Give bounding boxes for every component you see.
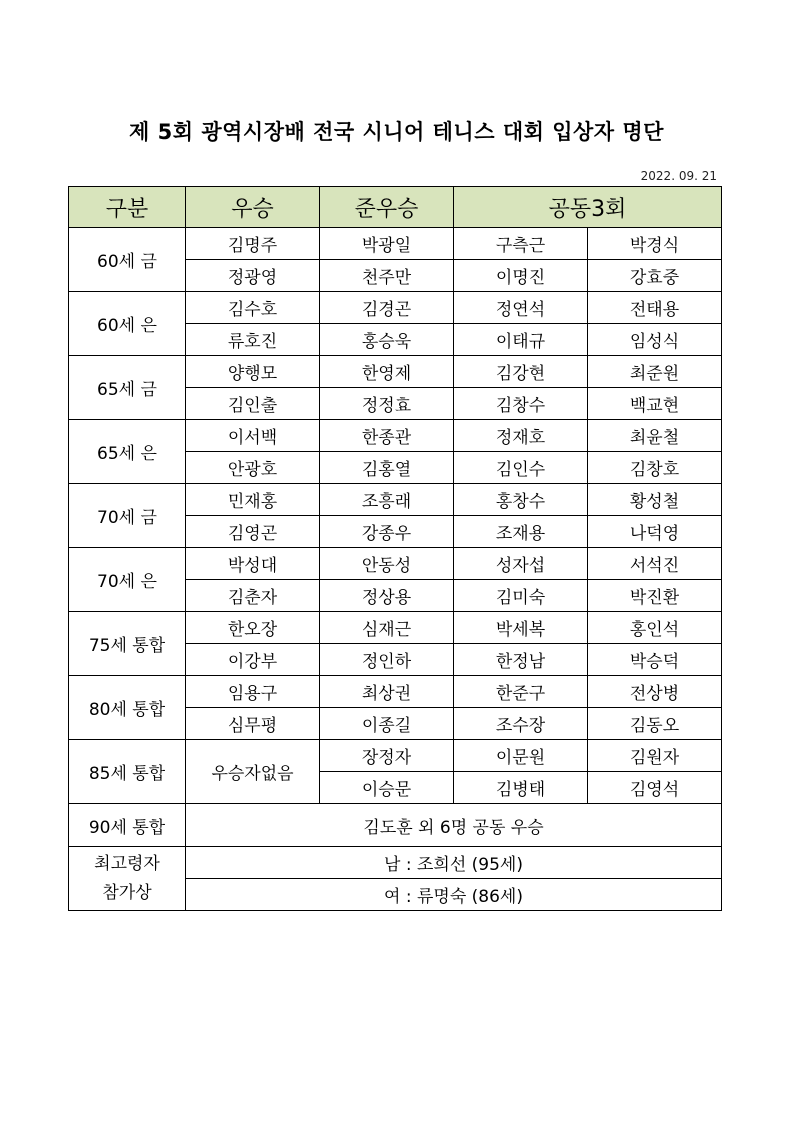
third-place-cell: 서석진 — [588, 548, 722, 580]
page-title: 제 5회 광역시장배 전국 시니어 테니스 대회 입상자 명단 — [129, 120, 664, 144]
third-place-cell: 조재용 — [454, 516, 588, 548]
table-row — [69, 847, 722, 879]
document-date: 2022. 09. 21 — [640, 169, 717, 183]
division-cell: 최고령자 참가상 — [69, 847, 186, 911]
third-place-cell: 최준원 — [588, 356, 722, 388]
winner-cell: 이서백 — [186, 420, 320, 452]
winner-cell: 류호진 — [186, 324, 320, 356]
runner-up-cell: 홍승욱 — [320, 324, 454, 356]
division-cell: 65세 금 — [69, 356, 186, 420]
third-place-cell: 박경식 — [588, 228, 722, 260]
winner-cell: 우승자없음 — [186, 740, 320, 804]
third-place-cell: 한준구 — [454, 676, 588, 708]
third-place-cell: 김창수 — [454, 388, 588, 420]
division-cell: 70세 금 — [69, 484, 186, 548]
third-place-cell: 김강현 — [454, 356, 588, 388]
third-place-cell: 김병태 — [454, 772, 588, 804]
header-division: 구분 — [69, 187, 186, 228]
runner-up-cell: 김홍열 — [320, 452, 454, 484]
third-place-cell: 나덕영 — [588, 516, 722, 548]
table-row — [69, 484, 722, 516]
winner-cell: 양행모 — [186, 356, 320, 388]
third-place-cell: 김창호 — [588, 452, 722, 484]
winner-cell: 김영곤 — [186, 516, 320, 548]
runner-up-cell: 심재근 — [320, 612, 454, 644]
runner-up-cell: 조흥래 — [320, 484, 454, 516]
header-winner: 우승 — [186, 187, 320, 228]
division-cell: 70세 은 — [69, 548, 186, 612]
runner-up-cell: 천주만 — [320, 260, 454, 292]
third-place-cell: 구측근 — [454, 228, 588, 260]
runner-up-cell: 강종우 — [320, 516, 454, 548]
third-place-cell: 김동오 — [588, 708, 722, 740]
table-row — [69, 356, 722, 388]
winner-cell: 임용구 — [186, 676, 320, 708]
third-place-cell: 김영석 — [588, 772, 722, 804]
table-row — [69, 676, 722, 708]
division-cell: 60세 금 — [69, 228, 186, 292]
third-place-cell: 최윤철 — [588, 420, 722, 452]
header-runner-up: 준우승 — [320, 187, 454, 228]
table-row — [69, 292, 722, 324]
runner-up-cell: 정인하 — [320, 644, 454, 676]
third-place-cell: 전태용 — [588, 292, 722, 324]
table-row — [69, 420, 722, 452]
runner-up-cell: 이종길 — [320, 708, 454, 740]
winner-cell: 민재홍 — [186, 484, 320, 516]
table-row — [69, 548, 722, 580]
winner-cell: 심무평 — [186, 708, 320, 740]
third-place-cell: 이태규 — [454, 324, 588, 356]
winner-cell: 이강부 — [186, 644, 320, 676]
third-place-cell: 김원자 — [588, 740, 722, 772]
table-row — [69, 612, 722, 644]
results-body — [69, 228, 722, 911]
division-cell: 60세 은 — [69, 292, 186, 356]
third-place-cell: 한정남 — [454, 644, 588, 676]
third-place-cell: 강효중 — [588, 260, 722, 292]
division-cell: 90세 통합 — [69, 804, 186, 847]
award-male-cell: 남 : 조희선 (95세) — [186, 847, 722, 879]
division-cell: 85세 통합 — [69, 740, 186, 804]
third-place-cell: 임성식 — [588, 324, 722, 356]
winner-cell: 김인출 — [186, 388, 320, 420]
third-place-cell: 이문원 — [454, 740, 588, 772]
table-row — [69, 740, 722, 772]
runner-up-cell: 정정효 — [320, 388, 454, 420]
third-place-cell: 홍인석 — [588, 612, 722, 644]
third-place-cell: 이명진 — [454, 260, 588, 292]
third-place-cell: 조수장 — [454, 708, 588, 740]
runner-up-cell: 이승문 — [320, 772, 454, 804]
header-third: 공동3회 — [454, 187, 722, 228]
winner-cell: 김춘자 — [186, 580, 320, 612]
winner-cell: 김명주 — [186, 228, 320, 260]
winner-cell: 정광영 — [186, 260, 320, 292]
third-place-cell: 박진환 — [588, 580, 722, 612]
third-place-cell: 전상병 — [588, 676, 722, 708]
third-place-cell: 김인수 — [454, 452, 588, 484]
runner-up-cell: 안동성 — [320, 548, 454, 580]
header-row — [69, 187, 722, 228]
table-row — [69, 228, 722, 260]
third-place-cell: 성자섭 — [454, 548, 588, 580]
runner-up-cell: 최상권 — [320, 676, 454, 708]
award-female-cell: 여 : 류명숙 (86세) — [186, 879, 722, 911]
third-place-cell: 박승덕 — [588, 644, 722, 676]
third-place-cell: 김미숙 — [454, 580, 588, 612]
note-cell: 김도훈 외 6명 공동 우승 — [186, 804, 722, 847]
runner-up-cell: 정상용 — [320, 580, 454, 612]
runner-up-cell: 김경곤 — [320, 292, 454, 324]
third-place-cell: 박세복 — [454, 612, 588, 644]
runner-up-cell: 한영제 — [320, 356, 454, 388]
winner-cell: 박성대 — [186, 548, 320, 580]
results-table — [68, 186, 722, 911]
winner-cell: 김수호 — [186, 292, 320, 324]
runner-up-cell: 박광일 — [320, 228, 454, 260]
division-cell: 65세 은 — [69, 420, 186, 484]
winner-cell: 안광호 — [186, 452, 320, 484]
table-row — [69, 804, 722, 847]
division-cell: 80세 통합 — [69, 676, 186, 740]
third-place-cell: 백교현 — [588, 388, 722, 420]
runner-up-cell: 장정자 — [320, 740, 454, 772]
third-place-cell: 정재호 — [454, 420, 588, 452]
runner-up-cell: 한종관 — [320, 420, 454, 452]
third-place-cell: 황성철 — [588, 484, 722, 516]
winner-cell: 한오장 — [186, 612, 320, 644]
third-place-cell: 홍창수 — [454, 484, 588, 516]
third-place-cell: 정연석 — [454, 292, 588, 324]
division-cell: 75세 통합 — [69, 612, 186, 676]
